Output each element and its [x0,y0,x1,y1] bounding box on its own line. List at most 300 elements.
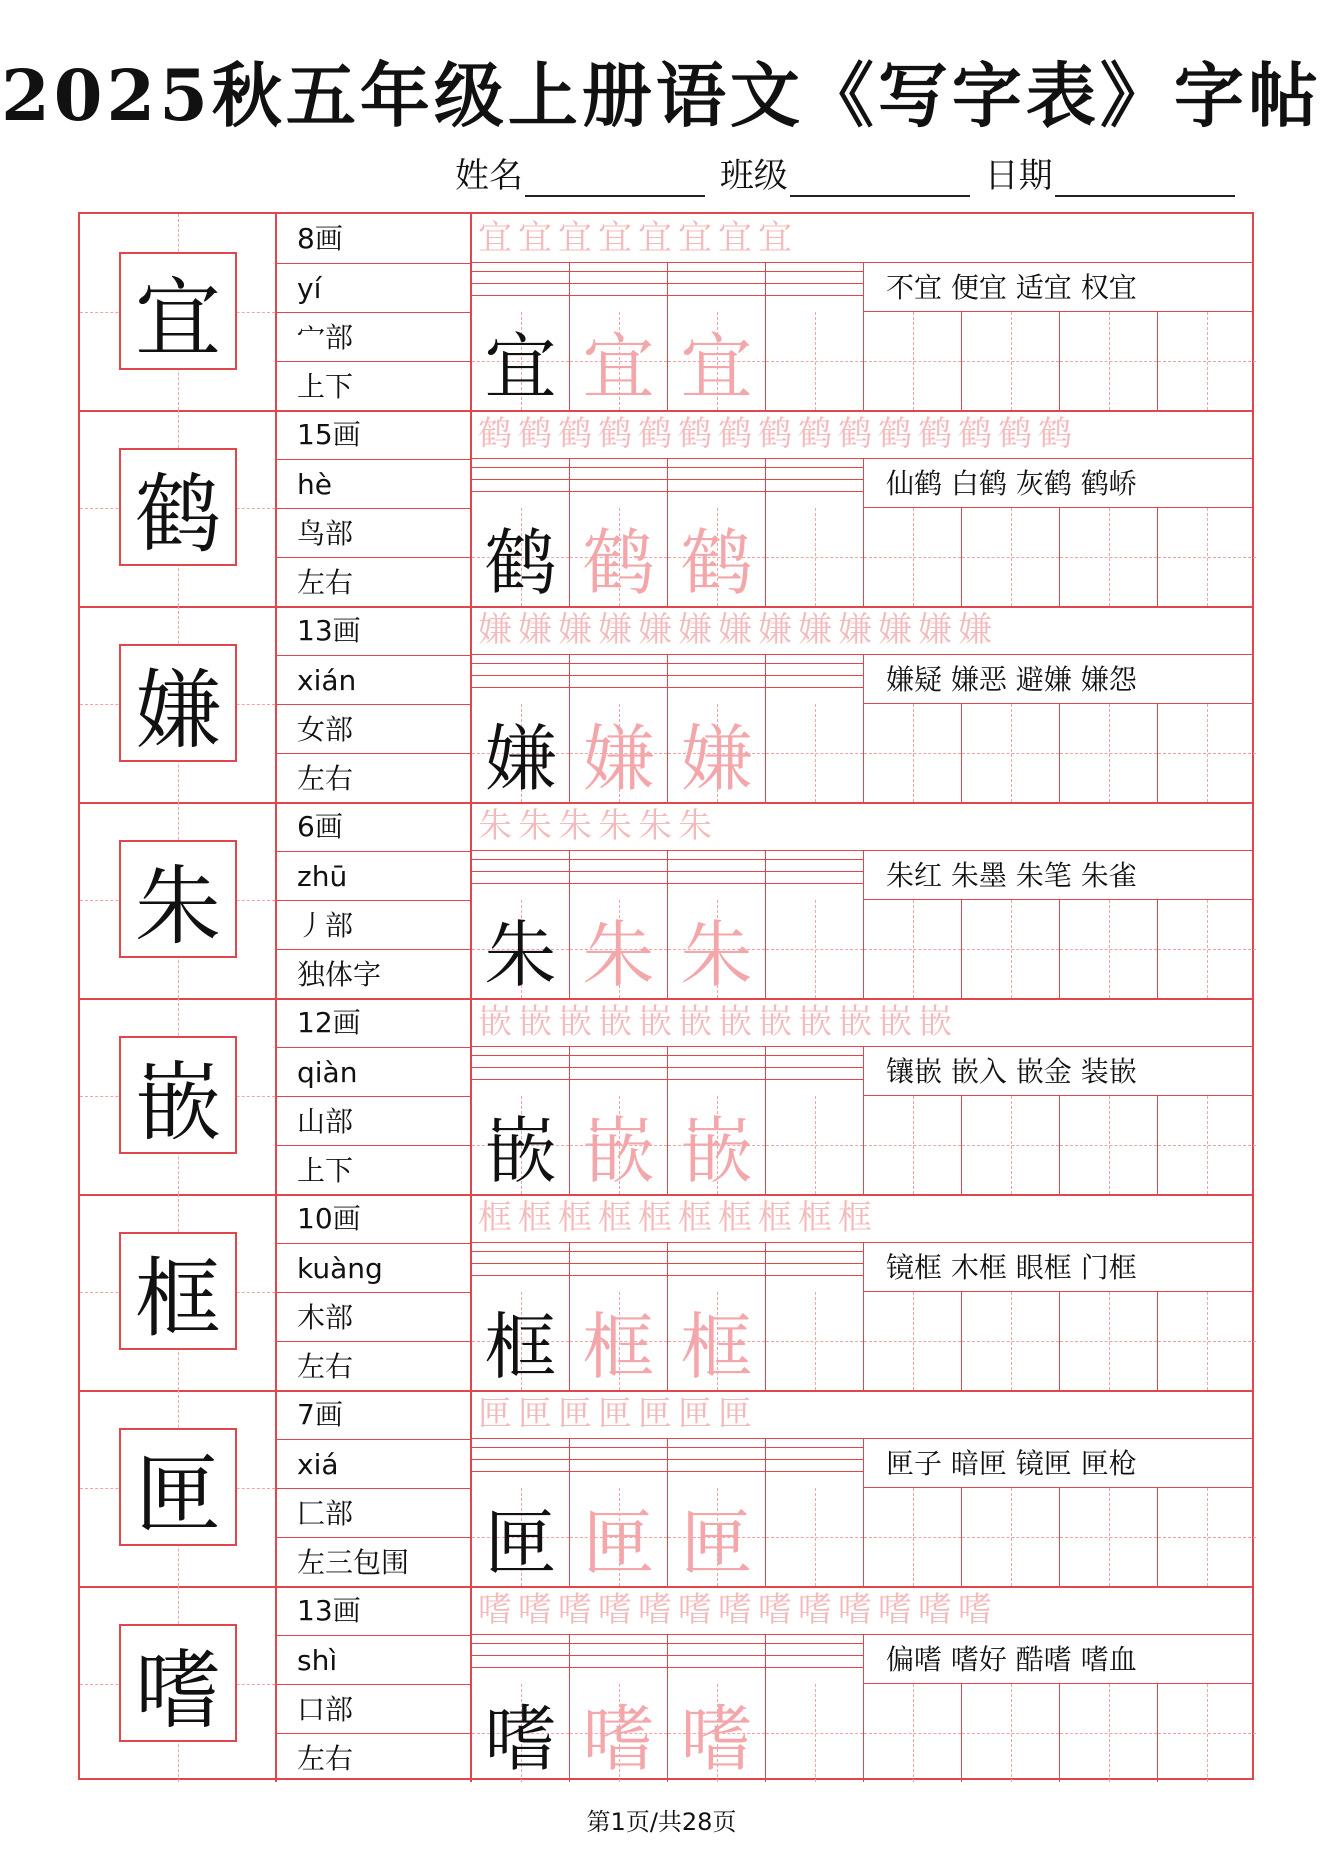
trace-character: 嗜 [680,1697,753,1781]
pinyin: qiàn [277,1047,470,1096]
pinyin-writing-grid[interactable] [472,263,570,312]
pinyin-writing-grid[interactable] [766,1635,864,1684]
practice-cell[interactable] [864,1488,962,1586]
structure: 左右 [277,1733,470,1782]
pinyin-writing-grid[interactable] [570,851,668,900]
practice-cell[interactable] [766,312,864,410]
stroke-count: 12画 [297,1006,361,1039]
practice-cell [668,900,766,998]
practice-cell[interactable] [1158,704,1256,802]
pinyin-line [766,1251,863,1252]
stroke-order [472,606,1252,655]
pinyin-line [668,675,765,676]
guide-line [1158,557,1256,558]
pinyin-writing-grid[interactable] [668,1243,766,1292]
pinyin-line [766,283,863,284]
guide-line [766,1733,863,1734]
practice-cell[interactable] [766,1096,864,1194]
structure: 上下 [277,1145,470,1194]
guide-line [766,753,863,754]
pinyin-line [766,1447,863,1448]
example-character: 框 [484,1305,557,1389]
pinyin-line [472,1459,569,1460]
name-label: 姓名 [455,156,523,196]
stroke-count: 15画 [297,418,361,451]
guide-line [1060,361,1157,362]
guide-line [1060,557,1157,558]
pinyin-line [766,491,863,492]
practice-cell[interactable] [1060,1684,1158,1782]
pinyin-writing-grid[interactable] [472,459,570,508]
character-info [277,1390,472,1586]
practice-cell [570,900,668,998]
pinyin-writing-grid[interactable] [766,1047,864,1096]
model-character: 嵌 [119,1036,237,1154]
guide-line [962,949,1059,950]
practice-cell[interactable] [864,508,962,606]
pinyin-writing-grid[interactable] [766,459,864,508]
guide-line [962,1537,1059,1538]
pinyin-writing-grid[interactable] [570,1243,668,1292]
structure: 独体字 [277,949,470,998]
pinyin-line [570,1275,667,1276]
guide-line [962,557,1059,558]
trace-character: 宜 [582,325,655,409]
character-row [80,1586,1252,1782]
guide-line [1060,1537,1157,1538]
pinyin-line [472,1055,569,1056]
model-character: 框 [119,1232,237,1350]
model-character-box [80,1194,277,1390]
pinyin-writing-grid[interactable] [766,1439,864,1488]
practice-cell [570,312,668,410]
pinyin-writing-grid[interactable] [668,459,766,508]
pinyin-writing-grid[interactable] [668,655,766,704]
class-field[interactable] [790,165,970,197]
pinyin-writing-grid[interactable] [472,1243,570,1292]
pinyin-writing-grid[interactable] [472,1047,570,1096]
pinyin-line [766,467,863,468]
pinyin-line [766,859,863,860]
pinyin-line [668,479,765,480]
guide-line [766,1537,863,1538]
pinyin-line [472,1655,569,1656]
trace-character: 嗜 [582,1697,655,1781]
trace-character: 框 [582,1305,655,1389]
example-character: 嵌 [484,1109,557,1193]
guide-line [1060,949,1157,950]
practice-cell [668,704,766,802]
trace-character: 框 [680,1305,753,1389]
pinyin-writing-grid[interactable] [668,851,766,900]
pinyin-line [472,1251,569,1252]
practice-cell[interactable] [1158,900,1256,998]
stroke-count: 8画 [297,222,343,255]
model-character-box [80,802,277,998]
guide-line [1060,1341,1157,1342]
pinyin-writing-grid[interactable] [472,1439,570,1488]
guide-line [766,557,863,558]
guide-line [864,1537,961,1538]
guide-line [1158,949,1256,950]
practice-cell[interactable] [1060,1096,1158,1194]
model-character: 朱 [119,840,237,958]
character-info [277,1194,472,1390]
trace-character: 嵌 [582,1109,655,1193]
pinyin-line [570,1447,667,1448]
practice-cell [472,1096,570,1194]
pinyin-line [472,491,569,492]
pinyin-line [668,1067,765,1068]
pinyin-line [766,663,863,664]
pinyin: kuàng [277,1243,470,1292]
pinyin-writing-grid[interactable] [570,1439,668,1488]
pinyin-line [570,1643,667,1644]
structure: 左右 [277,557,470,606]
pinyin-line [668,1275,765,1276]
pinyin-writing-grid[interactable] [668,1635,766,1684]
pinyin-line [472,883,569,884]
stroke-order [472,214,1252,263]
practice-cell[interactable] [1060,312,1158,410]
guide-line [864,753,961,754]
practice-cell [472,704,570,802]
practice-cell[interactable] [1060,508,1158,606]
pinyin-writing-grid[interactable] [668,1047,766,1096]
pinyin-line [668,467,765,468]
pinyin-line [570,663,667,664]
pinyin-writing-grid[interactable] [570,263,668,312]
stroke-order-text: 框框框框框框框框框框 [478,1198,878,1238]
stroke-order-text: 嵌嵌嵌嵌嵌嵌嵌嵌嵌嵌嵌嵌 [478,1002,958,1042]
stroke-order [472,1390,1252,1439]
pinyin-line [668,295,765,296]
guide-line [962,753,1059,754]
practice-cell[interactable] [766,704,864,802]
pinyin-line [472,1447,569,1448]
practice-cell [472,508,570,606]
stroke-order-text: 朱朱朱朱朱朱 [478,806,718,846]
practice-cell [570,1096,668,1194]
practice-cell [472,1488,570,1586]
radical: 口部 [277,1684,470,1733]
guide-line [864,949,961,950]
pinyin-line [472,675,569,676]
pinyin-line [668,1079,765,1080]
name-field[interactable] [525,165,705,197]
practice-cell[interactable] [1158,1292,1256,1390]
practice-cell[interactable] [864,704,962,802]
pinyin-line [472,479,569,480]
practice-cell [570,1684,668,1782]
practice-cell [472,900,570,998]
pinyin-writing-grid[interactable] [766,851,864,900]
pinyin-line [766,271,863,272]
trace-character: 嵌 [680,1109,753,1193]
word-examples: 不宜 便宜 适宜 权宜 [864,263,1252,312]
model-character: 宜 [119,252,237,370]
date-field[interactable] [1055,165,1235,197]
practice-cell[interactable] [1158,1684,1256,1782]
pinyin-line [570,295,667,296]
pinyin-line [570,1459,667,1460]
example-character: 匣 [484,1501,557,1585]
class-label: 班级 [719,156,788,196]
pinyin-writing-grid[interactable] [472,655,570,704]
model-character-box [80,998,277,1194]
model-character: 鹤 [119,448,237,566]
pinyin-line [766,1263,863,1264]
pinyin-line [766,1055,863,1056]
pinyin-line [766,1459,863,1460]
pinyin-line [668,859,765,860]
practice-cell[interactable] [962,312,1060,410]
pinyin-line [668,1055,765,1056]
practice-cell[interactable] [962,508,1060,606]
stroke-order-text: 鹤鹤鹤鹤鹤鹤鹤鹤鹤鹤鹤鹤鹤鹤鹤 [478,414,1078,454]
practice-cell[interactable] [962,1684,1060,1782]
stroke-order [472,802,1252,851]
practice-cell[interactable] [864,1096,962,1194]
pinyin-line [472,687,569,688]
student-info [455,148,1239,197]
pinyin-line [570,1079,667,1080]
guide-line [766,949,863,950]
practice-cell[interactable] [1158,312,1256,410]
practice-cell[interactable] [962,704,1060,802]
pinyin-line [570,283,667,284]
radical: 山部 [277,1096,470,1145]
radical: 丿部 [277,900,470,949]
pinyin-line [570,871,667,872]
pinyin: zhū [277,851,470,900]
practice-cell[interactable] [962,900,1060,998]
pinyin-line [668,283,765,284]
model-character-box [80,606,277,802]
practice-cell[interactable] [1060,900,1158,998]
example-character: 嫌 [484,717,557,801]
trace-character: 宜 [680,325,753,409]
pinyin-writing-grid[interactable] [570,655,668,704]
pinyin-line [472,871,569,872]
pinyin-line [570,1251,667,1252]
practice-cell [570,704,668,802]
character-row [80,1194,1252,1390]
practice-cell[interactable] [962,1096,1060,1194]
pinyin-line [668,663,765,664]
radical: 女部 [277,704,470,753]
character-info [277,606,472,802]
pinyin-line [472,1067,569,1068]
pinyin-writing-grid[interactable] [766,263,864,312]
guide-line [1060,1145,1157,1146]
pinyin-line [472,271,569,272]
example-character: 鹤 [484,521,557,605]
pinyin-line [472,467,569,468]
pinyin-line [766,1079,863,1080]
pinyin-line [472,663,569,664]
word-examples: 匣子 暗匣 镜匣 匣枪 [864,1439,1252,1488]
character-row [80,802,1252,998]
practice-cell [472,312,570,410]
character-info [277,214,472,410]
word-examples: 偏嗜 嗜好 酷嗜 嗜血 [864,1635,1252,1684]
practice-cell [668,1096,766,1194]
practice-cell[interactable] [962,1292,1060,1390]
pinyin-line [570,1667,667,1668]
guide-line [766,1341,863,1342]
structure: 左三包围 [277,1537,470,1586]
practice-cell[interactable] [1158,1488,1256,1586]
example-character: 嗜 [484,1697,557,1781]
pinyin-line [570,467,667,468]
pinyin-line [668,1447,765,1448]
trace-character: 朱 [680,913,753,997]
practice-cell[interactable] [962,1488,1060,1586]
pinyin-line [570,1655,667,1656]
radical: 匚部 [277,1488,470,1537]
pinyin-line [668,1459,765,1460]
character-row [80,606,1252,802]
practice-cell[interactable] [766,508,864,606]
model-character-box [80,1586,277,1782]
practice-cell[interactable] [1060,1292,1158,1390]
stroke-count: 10画 [297,1202,361,1235]
pinyin-line [570,883,667,884]
pinyin-line [668,1263,765,1264]
pinyin-writing-grid[interactable] [668,263,766,312]
structure: 上下 [277,361,470,410]
stroke-order [472,998,1252,1047]
guide-line [864,361,961,362]
pinyin-line [668,491,765,492]
structure: 左右 [277,1341,470,1390]
guide-line [1158,1733,1256,1734]
pinyin-line [766,479,863,480]
guide-line [1158,1537,1256,1538]
stroke-order-text: 嫌嫌嫌嫌嫌嫌嫌嫌嫌嫌嫌嫌嫌 [478,610,998,650]
practice-cell[interactable] [864,312,962,410]
stroke-order-text: 宜宜宜宜宜宜宜宜 [478,218,798,258]
pinyin-line [472,1263,569,1264]
pinyin-line [766,295,863,296]
pinyin-writing-grid[interactable] [472,851,570,900]
character-info [277,998,472,1194]
pinyin-line [472,859,569,860]
practice-cell[interactable] [1158,1096,1256,1194]
model-character: 嫌 [119,644,237,762]
pinyin-line [668,883,765,884]
practice-cell[interactable] [1158,508,1256,606]
pinyin-writing-grid[interactable] [570,1047,668,1096]
pinyin: yí [277,263,470,312]
practice-cell[interactable] [1060,704,1158,802]
character-row [80,214,1252,410]
stroke-order-text: 匣匣匣匣匣匣匣 [478,1394,758,1434]
pinyin-writing-grid[interactable] [570,1635,668,1684]
practice-cell[interactable] [1060,1488,1158,1586]
model-character-box [80,214,277,410]
practice-cell[interactable] [864,1292,962,1390]
pinyin-line [472,1667,569,1668]
pinyin-line [570,479,667,480]
guide-line [1158,753,1256,754]
guide-line [1060,753,1157,754]
practice-cell [668,1488,766,1586]
pinyin-line [570,687,667,688]
practice-cell [570,1488,668,1586]
model-character: 嗜 [119,1624,237,1742]
practice-cell[interactable] [766,1488,864,1586]
pinyin-writing-grid[interactable] [668,1439,766,1488]
pinyin-line [668,1643,765,1644]
pinyin-line [570,1055,667,1056]
pinyin: xiá [277,1439,470,1488]
pinyin-line [766,1643,863,1644]
example-character: 朱 [484,913,557,997]
guide-line [1158,361,1256,362]
pinyin-writing-grid[interactable] [570,459,668,508]
radical: 宀部 [277,312,470,361]
word-examples: 朱红 朱墨 朱笔 朱雀 [864,851,1252,900]
pinyin: hè [277,459,470,508]
pinyin-line [766,883,863,884]
trace-character: 匣 [582,1501,655,1585]
practice-cell[interactable] [864,900,962,998]
pinyin: xián [277,655,470,704]
pinyin-line [766,687,863,688]
pinyin-line [766,871,863,872]
pinyin-line [668,687,765,688]
character-row [80,1390,1252,1586]
practice-cell [472,1292,570,1390]
practice-cell[interactable] [766,1292,864,1390]
date-label: 日期 [984,156,1053,196]
pinyin-writing-grid[interactable] [472,1635,570,1684]
stroke-count: 13画 [297,614,361,647]
pinyin-line [668,1655,765,1656]
practice-cell [472,1684,570,1782]
practice-cell [668,1292,766,1390]
page-footer: 第1页/共28页 [586,1808,737,1836]
pinyin-writing-grid[interactable] [766,655,864,704]
character-row [80,410,1252,606]
stroke-count: 6画 [297,810,343,843]
pinyin: shì [277,1635,470,1684]
practice-cell[interactable] [766,1684,864,1782]
pinyin-line [570,1263,667,1264]
pinyin-line [570,271,667,272]
practice-cell[interactable] [766,900,864,998]
example-character: 宜 [484,325,557,409]
pinyin-line [472,1471,569,1472]
word-examples: 嫌疑 嫌恶 避嫌 嫌怨 [864,655,1252,704]
practice-cell[interactable] [864,1684,962,1782]
practice-cell [570,508,668,606]
practice-cell [668,1684,766,1782]
guide-line [766,1145,863,1146]
practice-cell [668,508,766,606]
guide-line [1060,1733,1157,1734]
pinyin-writing-grid[interactable] [766,1243,864,1292]
page-title: 2025秋五年级上册语文《写字表》字帖 [1,54,1322,137]
pinyin-line [766,1067,863,1068]
model-character: 匣 [119,1428,237,1546]
stroke-order [472,1194,1252,1243]
pinyin-line [570,675,667,676]
word-examples: 仙鹤 白鹤 灰鹤 鹤峤 [864,459,1252,508]
guide-line [864,1733,961,1734]
